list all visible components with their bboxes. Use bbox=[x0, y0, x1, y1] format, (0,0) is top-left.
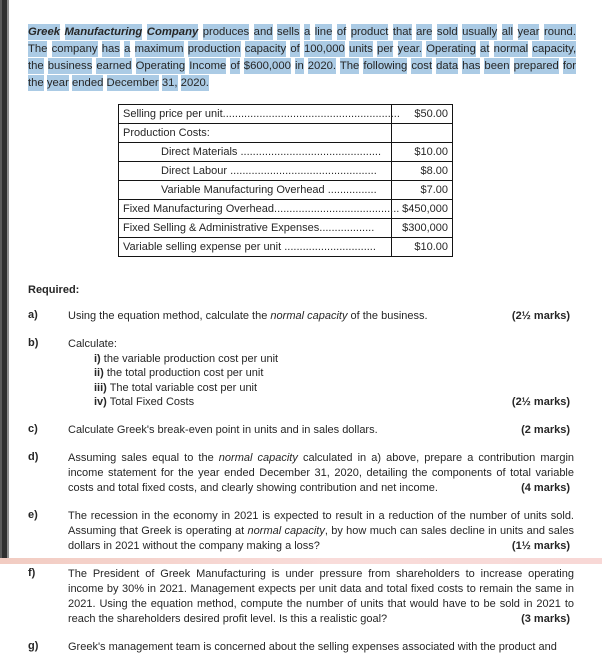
item-text: Calculate Greek's break-even point in units and in sales dollars. (2 marks) bbox=[68, 423, 570, 436]
item-intro: Calculate: bbox=[68, 337, 117, 350]
required-item-b bbox=[28, 337, 576, 410]
item-text bbox=[68, 337, 576, 410]
marks-badge: (3 marks) bbox=[521, 612, 570, 625]
cost-value-cell: $7.00 bbox=[392, 180, 453, 199]
item-label: a) bbox=[28, 308, 38, 321]
marks-badge: (2 marks) bbox=[521, 423, 570, 436]
item-label: e) bbox=[28, 508, 38, 521]
item-label: b) bbox=[28, 336, 39, 349]
cost-label-cell: Selling price per unit.......................................................... bbox=[119, 104, 392, 123]
item-text: The recession in the economy in 2021 is expected to result in a reduction of the number of units sold. Assuming that Greek is operating at normal capacity, by how much can sales decline in units and sales dollars in 2021 without the company making a loss? (1½ marks) bbox=[68, 509, 574, 552]
cost-label-cell: Production Costs: bbox=[119, 123, 392, 142]
cost-value-cell bbox=[392, 123, 453, 142]
cost-label-cell: Fixed Selling & Administrative Expenses.................. bbox=[119, 218, 392, 237]
item-label: f) bbox=[28, 566, 36, 579]
cost-table bbox=[118, 104, 453, 257]
cost-value-cell: $450,000 bbox=[392, 199, 453, 218]
viewer-left-edge bbox=[0, 0, 9, 564]
cost-table-wrap bbox=[118, 104, 576, 257]
sub-item: iii) The total variable cost per unit bbox=[94, 381, 258, 394]
required-item-e bbox=[28, 509, 576, 554]
cost-value-cell: $10.00 bbox=[392, 237, 453, 256]
sub-item: iv) Total Fixed Costs bbox=[94, 396, 195, 409]
item-text: Using the equation method, calculate the normal capacity of the business. (2½ marks) bbox=[68, 309, 570, 322]
marks-badge: (2½ marks) bbox=[511, 395, 570, 408]
cost-label-cell: Variable Manufacturing Overhead ................ bbox=[119, 180, 392, 199]
cost-label-cell: Direct Materials .............................................. bbox=[119, 142, 392, 161]
table-row bbox=[119, 237, 453, 256]
item-text: The President of Greek Manufacturing is under pressure from shareholders to increase operating income by 30% in 2021. Management expects per unit data and total fixed costs to remain the same in 2021. Using the equation method, compute the number of units that would have to be sold in 2021 to reach the shareholders desired profit level. Is this a realistic goal? (3 marks) bbox=[68, 567, 574, 625]
intro-body-text: produces and sells a line of product that are sold usually all year round. The company has a maximum production capacity of 100,000 units per year. Operating at normal capacity, the business earned Operating Income of $600,000 in 2020. The following cost data has been prepared for the year ended December 31, 2020. bbox=[28, 26, 577, 90]
item-text: Assuming sales equal to the normal capacity calculated in a) above, prepare a contribution margin income statement for the year ended December 31, 2020, detailing the components of total variable costs and total fixed costs, and clearly showing contribution and net income. (4 marks) bbox=[68, 451, 574, 494]
intro-title: Greek Manufacturing Company bbox=[28, 26, 199, 39]
required-heading: Required: bbox=[28, 283, 80, 296]
intro-paragraph bbox=[28, 24, 576, 92]
table-row bbox=[119, 123, 453, 142]
bottom-highlight-strip bbox=[0, 558, 602, 564]
marks-badge: (1½ marks) bbox=[511, 539, 570, 552]
italic-term: normal capacity bbox=[218, 451, 298, 464]
cost-label-cell: Fixed Manufacturing Overhead......................................... bbox=[119, 199, 392, 218]
marks-badge: (4 marks) bbox=[521, 481, 570, 494]
required-item-d bbox=[28, 451, 576, 496]
marks-badge: (2½ marks) bbox=[511, 309, 570, 322]
italic-term: normal capacity bbox=[247, 524, 325, 537]
table-row bbox=[119, 161, 453, 180]
sub-item: i) the variable production cost per unit bbox=[94, 352, 279, 365]
required-item-g bbox=[28, 640, 576, 655]
italic-term: normal capacity bbox=[270, 309, 348, 322]
item-label: d) bbox=[28, 450, 39, 463]
sub-item: ii) the total production cost per unit bbox=[94, 367, 264, 380]
required-item-a bbox=[28, 309, 576, 324]
cost-value-cell: $8.00 bbox=[392, 161, 453, 180]
cost-label-cell: Variable selling expense per unit .............................. bbox=[119, 237, 392, 256]
cost-value-cell: $300,000 bbox=[392, 218, 453, 237]
table-row bbox=[119, 104, 453, 123]
table-row bbox=[119, 142, 453, 161]
table-row bbox=[119, 199, 453, 218]
required-item-f bbox=[28, 567, 576, 627]
item-label: g) bbox=[28, 639, 39, 652]
table-row bbox=[119, 218, 453, 237]
item-label: c) bbox=[28, 422, 38, 435]
item-text: Greek's management team is concerned about the selling expenses associated with the product and bbox=[68, 640, 557, 653]
cost-value-cell: $50.00 bbox=[392, 104, 453, 123]
cost-value-cell: $10.00 bbox=[392, 142, 453, 161]
required-item-c bbox=[28, 423, 576, 438]
table-row bbox=[119, 180, 453, 199]
cost-label-cell: Direct Labour ................................................ bbox=[119, 161, 392, 180]
